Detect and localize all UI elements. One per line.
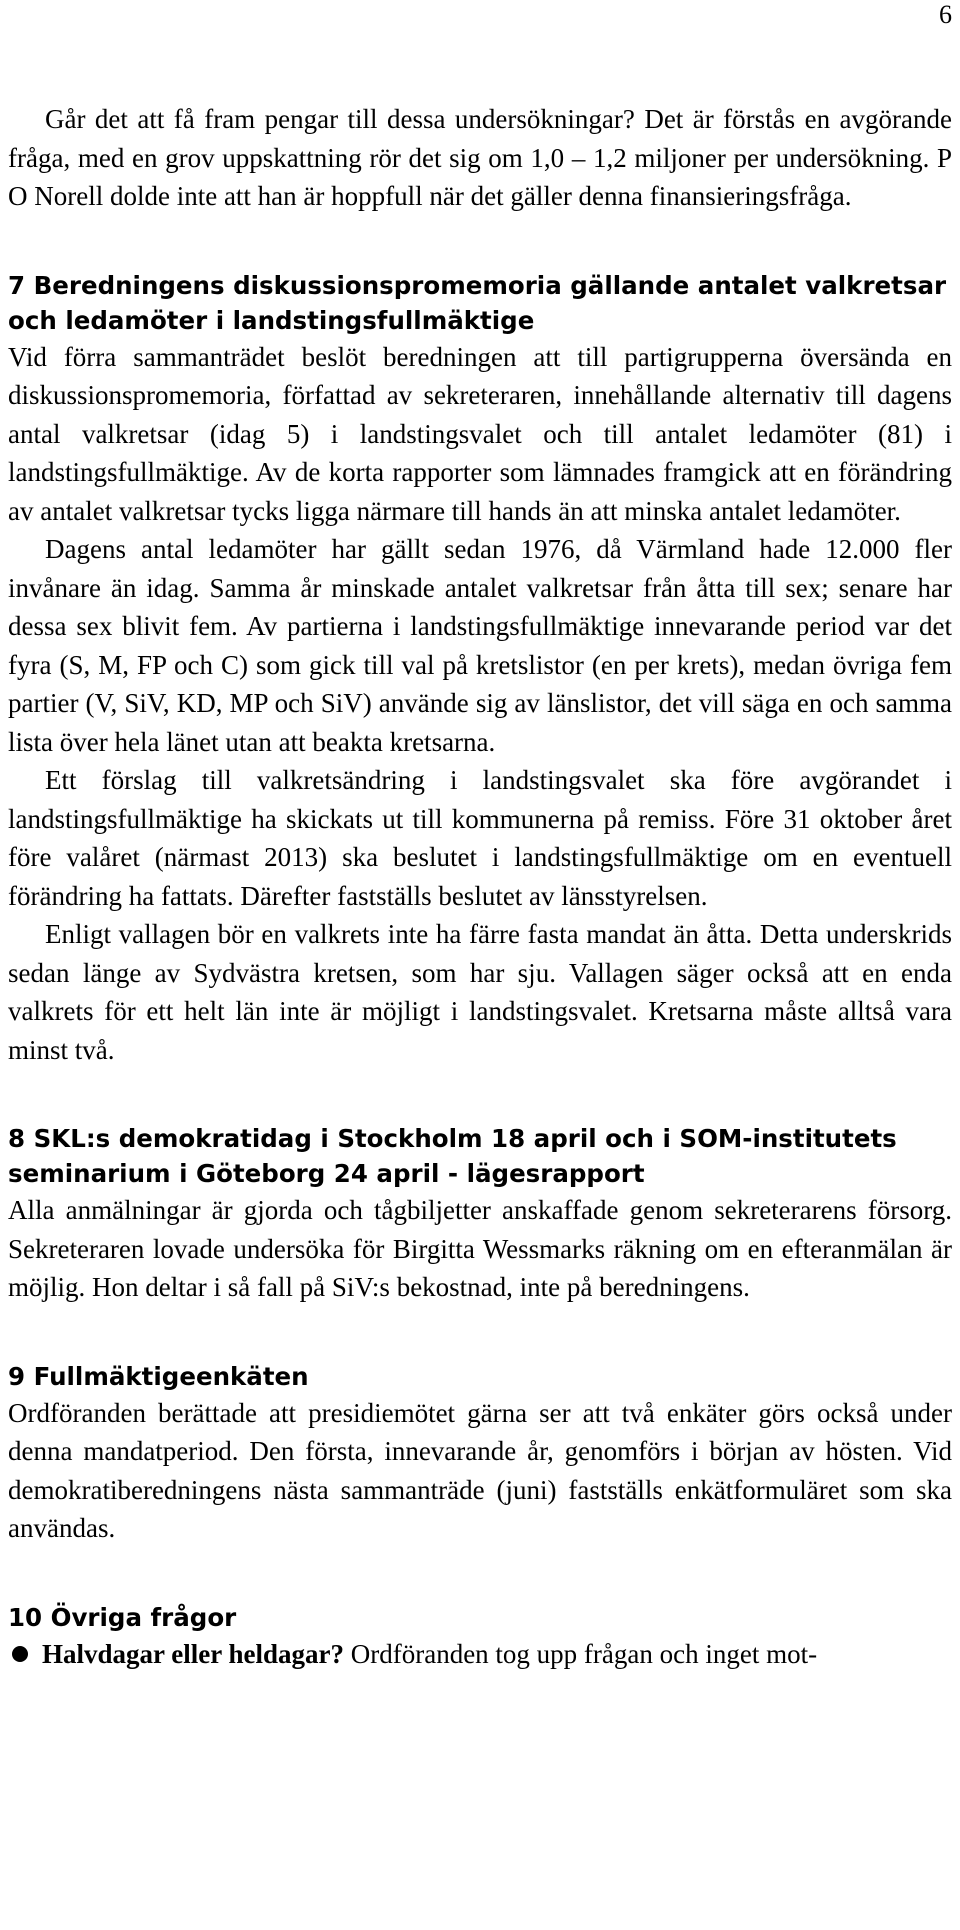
section-gap xyxy=(8,1307,952,1359)
section-10-heading: 10 Övriga frågor xyxy=(8,1602,237,1632)
section-gap xyxy=(8,1548,952,1600)
document-body xyxy=(8,100,952,1673)
intro-paragraph: Går det att få fram pengar till dessa undersökningar? Det är förstås en avgörande fråga, med en grov uppskattning rör det sig om 1,0 – 1,2 miljoner per undersökning. P O Norell dolde inte att han är hoppfull när det gäller denna finansieringsfråga. xyxy=(8,104,952,211)
section-9-paragraph-1: Ordföranden berättade att presidiemötet gärna ser att två enkäter görs också under denna mandatperiod. Den första, innevarande år, genomförs i början av hösten. Vid demokratiberedningens nästa sammanträde (juni) fastställs enkätformuläret som ska användas. xyxy=(8,1397,952,1543)
section-9 xyxy=(8,1359,952,1548)
page-number: 6 xyxy=(939,0,952,29)
bullet-icon xyxy=(12,1646,28,1662)
section-8-heading: 8 SKL:s demokratidag i Stockholm 18 april och i SOM-institutets seminarium i Göteborg 24 april - lägesrapport xyxy=(8,1124,897,1188)
section-7-heading: 7 Beredningens diskussionspromemoria gällande antalet valkretsar och ledamöter i landstingsfullmäktige xyxy=(8,270,947,335)
bullet-item xyxy=(8,1635,952,1674)
section-7-paragraph-3: Ett förslag till valkretsändring i landstingsvalet ska före avgörandet i landstingsfullmäktige ha skickats ut till kommunerna på remiss. Före 31 oktober året före valåret (närmast 2013) ska beslutet i landstingsfullmäktige om en eventuell förändring ha fattats. Därefter fastställs beslutet av länsstyrelsen. xyxy=(8,765,952,911)
bullet-text: Ordföranden tog upp frågan och inget mot- xyxy=(343,1638,818,1669)
section-8-paragraph-1: Alla anmälningar är gjorda och tågbiljetter anskaffade genom sekreterarens försorg. Sekreteraren lovade undersöka för Birgitta Wessmarks räkning om en efteranmälan är möjlig. Hon deltar i så fall på SiV:s bekostnad, inte på beredningens. xyxy=(8,1195,952,1302)
section-gap xyxy=(8,216,952,268)
section-7-paragraph-4: Enligt vallagen bör en valkrets inte ha färre fasta mandat än åtta. Detta underskrids sedan länge av Sydvästra kretsen, som har sju. Vallagen säger också att en enda valkrets för ett helt län inte är möjligt i landstingsvalet. Kretsarna måste alltså vara minst två. xyxy=(8,919,952,1065)
section-9-heading: 9 Fullmäktigeenkäten xyxy=(8,1361,309,1391)
section-7 xyxy=(8,268,952,1070)
section-10 xyxy=(8,1600,952,1674)
section-7-paragraph-2: Dagens antal ledamöter har gällt sedan 1976, då Värmland hade 12.000 fler invånare än idag. Samma år minskade antalet valkretsar från åtta till sex; senare har dessa sex blivit fem. Av partierna i landstingsfullmäktige innevarande period var det fyra (S, M, FP och C) som gick till val på kretslistor (en per krets), medan övriga fem partier (V, SiV, KD, MP och SiV) använde sig av länslistor, det vill säga en och samma lista över hela länet utan att beakta kretsarna. xyxy=(8,534,952,757)
section-7-paragraph-1: Vid förra sammanträdet beslöt beredningen att till partigrupperna översända en diskussionspromemoria, författad av sekreteraren, innehållande alternativ till dagens antal valkretsar (idag 5) i landstingsvalet och till antalet ledamöter (81) i landstingsfullmäktige. Av de korta rapporter som lämnades framgick att en förändring av antalet valkretsar tycks ligga närmare till hands än att minska antalet ledamöter. xyxy=(8,341,952,526)
bullet-lead: Halvdagar eller heldagar? xyxy=(42,1638,344,1669)
section-8 xyxy=(8,1121,952,1307)
section-gap xyxy=(8,1069,952,1121)
